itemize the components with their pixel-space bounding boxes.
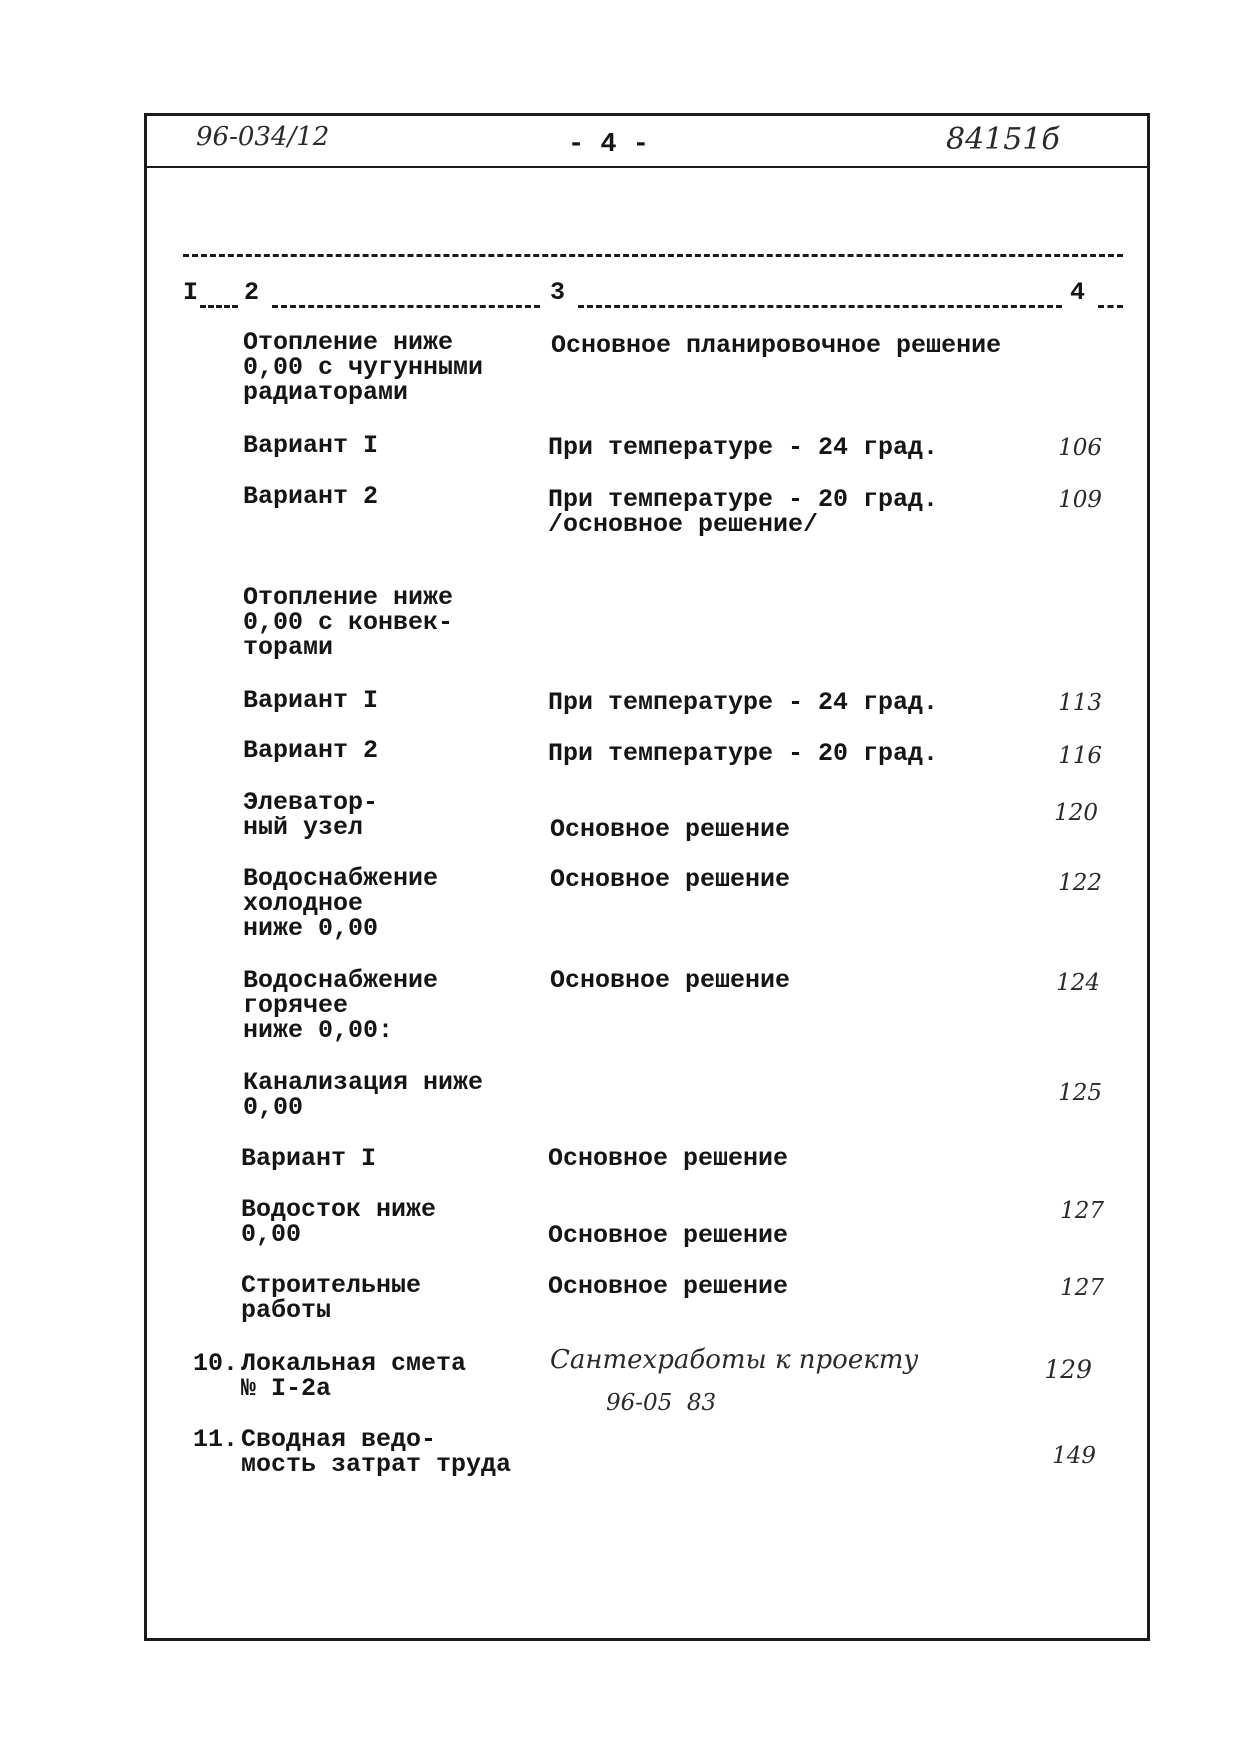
doc-code: 96-034/12: [196, 122, 330, 152]
table-top-rule: [183, 254, 1123, 257]
page-number: - 4 -: [568, 130, 650, 160]
col-header-rule: [200, 305, 238, 308]
row-title: Водоснабжение горячее ниже 0,00:: [243, 966, 439, 1045]
row-title: Водосток ниже 0,00: [241, 1195, 437, 1249]
row-desc: Основное решение: [548, 1221, 789, 1250]
row-title: Вариант I: [243, 431, 379, 460]
row-page: 120: [1054, 800, 1098, 826]
row-page: 127: [1060, 1198, 1104, 1224]
row-page: 129: [1044, 1355, 1092, 1384]
row-page: 116: [1058, 743, 1102, 769]
row-page: 125: [1058, 1080, 1102, 1106]
handwritten-project: 96-05 83: [606, 1390, 717, 1416]
row-title: Локальная смета № I-2а: [241, 1349, 467, 1403]
row-page: 109: [1058, 487, 1102, 513]
row-desc: Основное решение: [548, 1144, 789, 1173]
row-page: 113: [1058, 690, 1102, 716]
row-title: Элеватор- ный узел: [243, 788, 379, 842]
row-page: 127: [1060, 1275, 1104, 1301]
row-title: Водоснабжение холодное ниже 0,00: [243, 864, 439, 943]
row-desc: Основное решение: [550, 865, 791, 894]
row-desc: При температуре - 20 град. /основное решение/: [548, 485, 939, 539]
col-header-4: 4: [1070, 278, 1086, 307]
row-number: 10.: [193, 1349, 239, 1378]
row-page: 106: [1058, 435, 1102, 461]
handwritten-desc: Сантехработы к проекту: [550, 1345, 919, 1375]
row-title: Вариант 2: [243, 736, 379, 765]
row-desc: Основное решение: [548, 1272, 789, 1301]
row-title: Сводная ведо- мость затрат труда: [241, 1425, 512, 1479]
row-desc: Основное планировочное решение: [551, 331, 1002, 360]
row-desc: Основное решение: [550, 966, 791, 995]
row-title: Вариант I: [241, 1144, 377, 1173]
row-title: Вариант 2: [243, 482, 379, 511]
archive-number: 84151б: [946, 122, 1060, 157]
row-title: Строительные работы: [241, 1271, 422, 1325]
row-page: 124: [1056, 970, 1100, 996]
row-title: Вариант I: [243, 686, 379, 715]
col-header-rule: [272, 305, 540, 308]
row-desc: При температуре - 20 град.: [548, 739, 939, 768]
row-number: 11.: [193, 1425, 239, 1454]
row-title: Отопление ниже 0,00 с конвек- торами: [243, 583, 454, 662]
col-header-2: 2: [244, 278, 260, 307]
row-title: Отопление ниже 0,00 с чугунными радиаторами: [243, 328, 484, 407]
row-page: 122: [1058, 870, 1102, 896]
row-desc: При температуре - 24 град.: [548, 688, 939, 717]
row-title: Канализация ниже 0,00: [243, 1068, 484, 1122]
col-header-rule: [578, 305, 1062, 308]
col-header-rule: [1098, 305, 1123, 308]
col-header-1: I: [183, 278, 199, 307]
header-divider: [147, 166, 1147, 168]
col-header-3: 3: [550, 278, 566, 307]
row-desc: При температуре - 24 град.: [548, 433, 939, 462]
row-desc: Основное решение: [550, 815, 791, 844]
row-page: 149: [1052, 1443, 1096, 1469]
